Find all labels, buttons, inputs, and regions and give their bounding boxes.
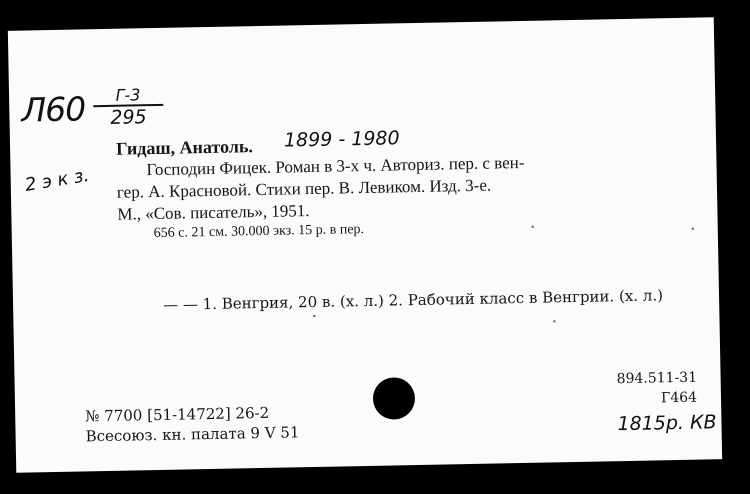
class-number: 894.511-31 (616, 369, 698, 388)
life-dates: 1899 - 1980 (283, 127, 400, 152)
punch-hole (373, 377, 416, 420)
imprint-line: М., «Сов. писатель», 1951. (117, 201, 310, 224)
author-heading: Гидаш, Анатоль. (115, 136, 254, 159)
shelf-fraction (93, 86, 164, 129)
shelf-mark: Л60 (20, 89, 86, 130)
cutter-number: Г464 (660, 389, 698, 407)
speck (553, 320, 555, 322)
catalog-card (8, 17, 722, 472)
fraction-top: Г-3 (93, 86, 163, 107)
speck (692, 228, 694, 230)
speck (532, 226, 534, 228)
book-chamber-line: Всесоюз. кн. палата 9 V 51 (85, 423, 300, 446)
title-line-1: Господин Фицек. Роман в 3-х ч. Авториз. пер. с вен- (146, 152, 525, 180)
collation-line: 656 с. 21 см. 30.000 экз. 15 р. в пер. (153, 222, 365, 242)
subject-headings: — — 1. Венгрия, 20 в. (х. л.) 2. Рабочий класс в Венгрии. (х. л.) (162, 286, 664, 314)
copies-note: 2 э к з. (23, 164, 91, 196)
title-line-2: гер. А. Красновой. Стихи пер. В. Левиком. Изд. 3-е. (116, 175, 492, 202)
speck (313, 315, 315, 317)
inventory-mark: 1815р. КВ (617, 411, 717, 436)
fraction-bottom: 295 (110, 106, 147, 129)
order-number: № 7700 [51-14722] 26-2 (85, 403, 270, 426)
